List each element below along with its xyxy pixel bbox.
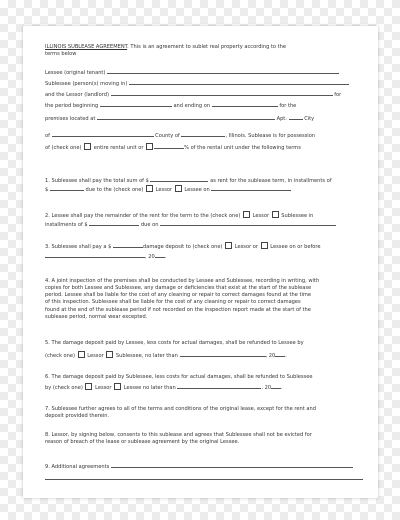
clause-6-lessor-label: Lessor xyxy=(95,385,112,391)
start-date-field[interactable] xyxy=(100,101,172,107)
clause-2-date-field[interactable] xyxy=(160,220,336,226)
additional-line-2 xyxy=(45,474,363,483)
lessor-label: and the Lessor (landlord) xyxy=(45,92,109,98)
clause-5-line-1: 5. The damage deposit paid by Lessee, less costs for actual damages, shall be refunded to Lessee by xyxy=(45,340,304,346)
total-rent-field[interactable] xyxy=(150,176,208,182)
clause-5-line-2: (check one) Lessor Sublessee, no later than , 20 . xyxy=(45,353,287,359)
deposit-amount-field[interactable] xyxy=(113,242,143,248)
lessor-field[interactable] xyxy=(111,90,333,96)
clause-8-line-2: reason of breach of the lease or sublease agreement by the original Lessee. xyxy=(45,439,240,445)
clause-2-line-1 xyxy=(45,211,363,220)
clause-4-line-5: found at the end of the sublease period if not recorded on the inspection report made at the start of the xyxy=(45,307,311,313)
of-label: of xyxy=(45,133,50,139)
city-field[interactable] xyxy=(52,131,154,137)
possession-line xyxy=(45,143,363,152)
period-line xyxy=(45,101,363,110)
clause-2-text-a: 2. Lessee shall pay the remainder of the rent for the term to the (check one) xyxy=(45,213,241,219)
clause-6-line-2: by (check one) Lessor Lessee no later than , 20 . xyxy=(45,385,283,391)
clause-5-date-field[interactable] xyxy=(180,351,266,357)
clause-6-year-field[interactable] xyxy=(271,383,281,389)
clause-1-line-1 xyxy=(45,176,363,185)
clause-3-lessee-label: Lessee on or before xyxy=(270,244,321,250)
clause-3-year-prefix: , 20 xyxy=(145,254,155,260)
clause-2-lessor-checkbox[interactable] xyxy=(243,211,250,218)
clause-5-lessor-checkbox[interactable] xyxy=(78,351,85,358)
clause-3-lessor-checkbox[interactable] xyxy=(225,242,232,249)
clause-2-amount-field[interactable] xyxy=(89,220,139,226)
additional-agreements-field-2[interactable] xyxy=(45,474,363,480)
entire-unit-checkbox[interactable] xyxy=(84,143,91,150)
clause-3-lessee-checkbox[interactable] xyxy=(261,242,268,249)
clause-8-line-1: 8. Lessor, by signing below, consents to this sublease and agrees that Sublessee shall not be evicted for xyxy=(45,432,312,438)
clause-9-line xyxy=(45,462,363,471)
partial-unit-checkbox[interactable] xyxy=(146,143,153,150)
clause-6-lessor-checkbox[interactable] xyxy=(85,383,92,390)
clause-4-line-3: period. Lessee shall be liable for the cost of any cleaning or repair to correct damages found at the time xyxy=(45,292,311,298)
clause-5-check-label: (check one) xyxy=(45,353,75,359)
clause-1-lessor-checkbox[interactable] xyxy=(146,185,153,192)
clause-6-line-1: 6. The damage deposit paid by Sublessee, less costs for actual damages, shall be refunded to Sublessee xyxy=(45,374,313,380)
clause-1-date-field[interactable] xyxy=(211,185,291,191)
clause-3-year-field[interactable] xyxy=(155,252,165,258)
address-field[interactable] xyxy=(97,114,275,120)
clause-1-line-2 xyxy=(45,185,363,194)
clause-3-lessor-label: Lessor or xyxy=(234,244,258,250)
lessee-field[interactable] xyxy=(107,68,339,74)
clause-2-text-c: due on xyxy=(140,222,159,228)
clause-2-sublessee-checkbox[interactable] xyxy=(272,211,279,218)
sublessee-label: Sublessee (person(s) moving in) xyxy=(45,81,128,87)
clause-2-text-b: installments of $ xyxy=(45,222,88,228)
for-the-label: for the xyxy=(279,103,297,109)
clause-3-date-field[interactable] xyxy=(45,252,145,258)
lessee-label: Lessee (original tenant) xyxy=(45,70,106,76)
clause-4-line-1: 4. A joint inspection of the premises shall be conducted by Lessee and Sublessee, recording in writing, with xyxy=(45,278,320,284)
clause-1-text-a: 1. Sublessee shall pay the total sum of $ xyxy=(45,178,149,184)
clause-1-lessor-label: Lessor xyxy=(155,187,173,193)
clause-3-line-2: , 20 . xyxy=(45,252,363,261)
lessee-line xyxy=(45,68,363,77)
end-date-field[interactable] xyxy=(212,101,278,107)
clause-1-dollar: $ xyxy=(45,187,49,193)
document-page xyxy=(23,26,378,498)
clause-6-check-label: by (check one) xyxy=(45,385,83,391)
premises-line xyxy=(45,114,363,123)
clause-3-text-b: damage deposit to (check one) xyxy=(142,244,223,250)
clause-2-lessor-label: Lessor xyxy=(252,213,270,219)
clause-2-line-2 xyxy=(45,220,363,229)
clause-1-lessee-checkbox[interactable] xyxy=(175,185,182,192)
clause-3-line-1 xyxy=(45,242,363,251)
clause-5-year-prefix: , 20 xyxy=(265,353,276,359)
clause-6-lessee-checkbox[interactable] xyxy=(114,383,121,390)
sublessee-line xyxy=(45,79,363,88)
clause-4-line-2: copies for both Lessee and Sublessee, any damage or deficiencies that exist at the start of the sublease xyxy=(45,285,312,291)
clause-7-line-2: deposit provided therein. xyxy=(45,413,110,419)
clause-5-sublessee-checkbox[interactable] xyxy=(106,351,113,358)
clause-5-lessor-label: Lessor xyxy=(87,353,104,359)
intro-text: . This is an agreement to sublet real property according to the xyxy=(127,44,287,50)
check-one-label: of (check one) xyxy=(45,145,82,151)
clause-7-line-1: 7. Sublessee further agrees to all of the terms and conditions of the original lease, except for the rent and xyxy=(45,406,316,412)
entire-unit-label: entire rental unit or xyxy=(93,145,144,151)
additional-agreements-field[interactable] xyxy=(111,462,353,468)
apt-label: Apt. xyxy=(276,116,287,122)
percent-unit-label: % of the rental unit under the following terms xyxy=(184,145,301,151)
percent-field[interactable] xyxy=(154,143,184,149)
clause-1-text-b: as rent for the sublease term, in installments of xyxy=(210,178,332,184)
period-label: the period beginning xyxy=(45,103,99,109)
clause-9-label: 9. Additional agreements xyxy=(45,464,110,470)
lessor-line xyxy=(45,90,363,99)
clause-1-text-d: due to the (check one) xyxy=(85,187,144,193)
premises-label: premises located at xyxy=(45,116,96,122)
intro-line-2: terms below xyxy=(45,51,77,57)
sublessee-field[interactable] xyxy=(129,79,349,85)
installment-field[interactable] xyxy=(50,185,84,191)
clause-5-sublessee-label: Sublessee, no later than xyxy=(115,353,178,359)
county-field[interactable] xyxy=(181,131,225,137)
clause-1-lessee-label: Lessee on xyxy=(184,187,210,193)
title-line xyxy=(45,44,363,51)
clause-5-year-field[interactable] xyxy=(275,351,285,357)
for-label: for xyxy=(334,92,342,98)
clause-2-sublessee-label: Sublessee in xyxy=(281,213,314,219)
document-title: ILLINOIS SUBLEASE AGREEMENT xyxy=(45,44,128,50)
clause-4-line-4: of this inspection. Sublessee shall be liable for the cost of any cleaning or repair to correct damages xyxy=(45,299,301,305)
county-line xyxy=(45,131,363,140)
illinois-label: , Illinois. Sublease is for possession xyxy=(225,133,316,139)
ending-label: and ending on xyxy=(173,103,211,109)
clause-6-year-prefix: , 20 xyxy=(261,385,272,391)
apt-field[interactable] xyxy=(289,114,303,120)
clause-6-date-field[interactable] xyxy=(177,383,261,389)
clause-3-text-a: 3. Sublessee shall pay a $ xyxy=(45,244,112,250)
county-label: County of xyxy=(155,133,180,139)
city-label: City xyxy=(304,116,315,122)
clause-4-line-6: sublease period, normal wear excepted. xyxy=(45,314,148,320)
clause-6-lessee-label: Lessee no later than xyxy=(123,385,176,391)
